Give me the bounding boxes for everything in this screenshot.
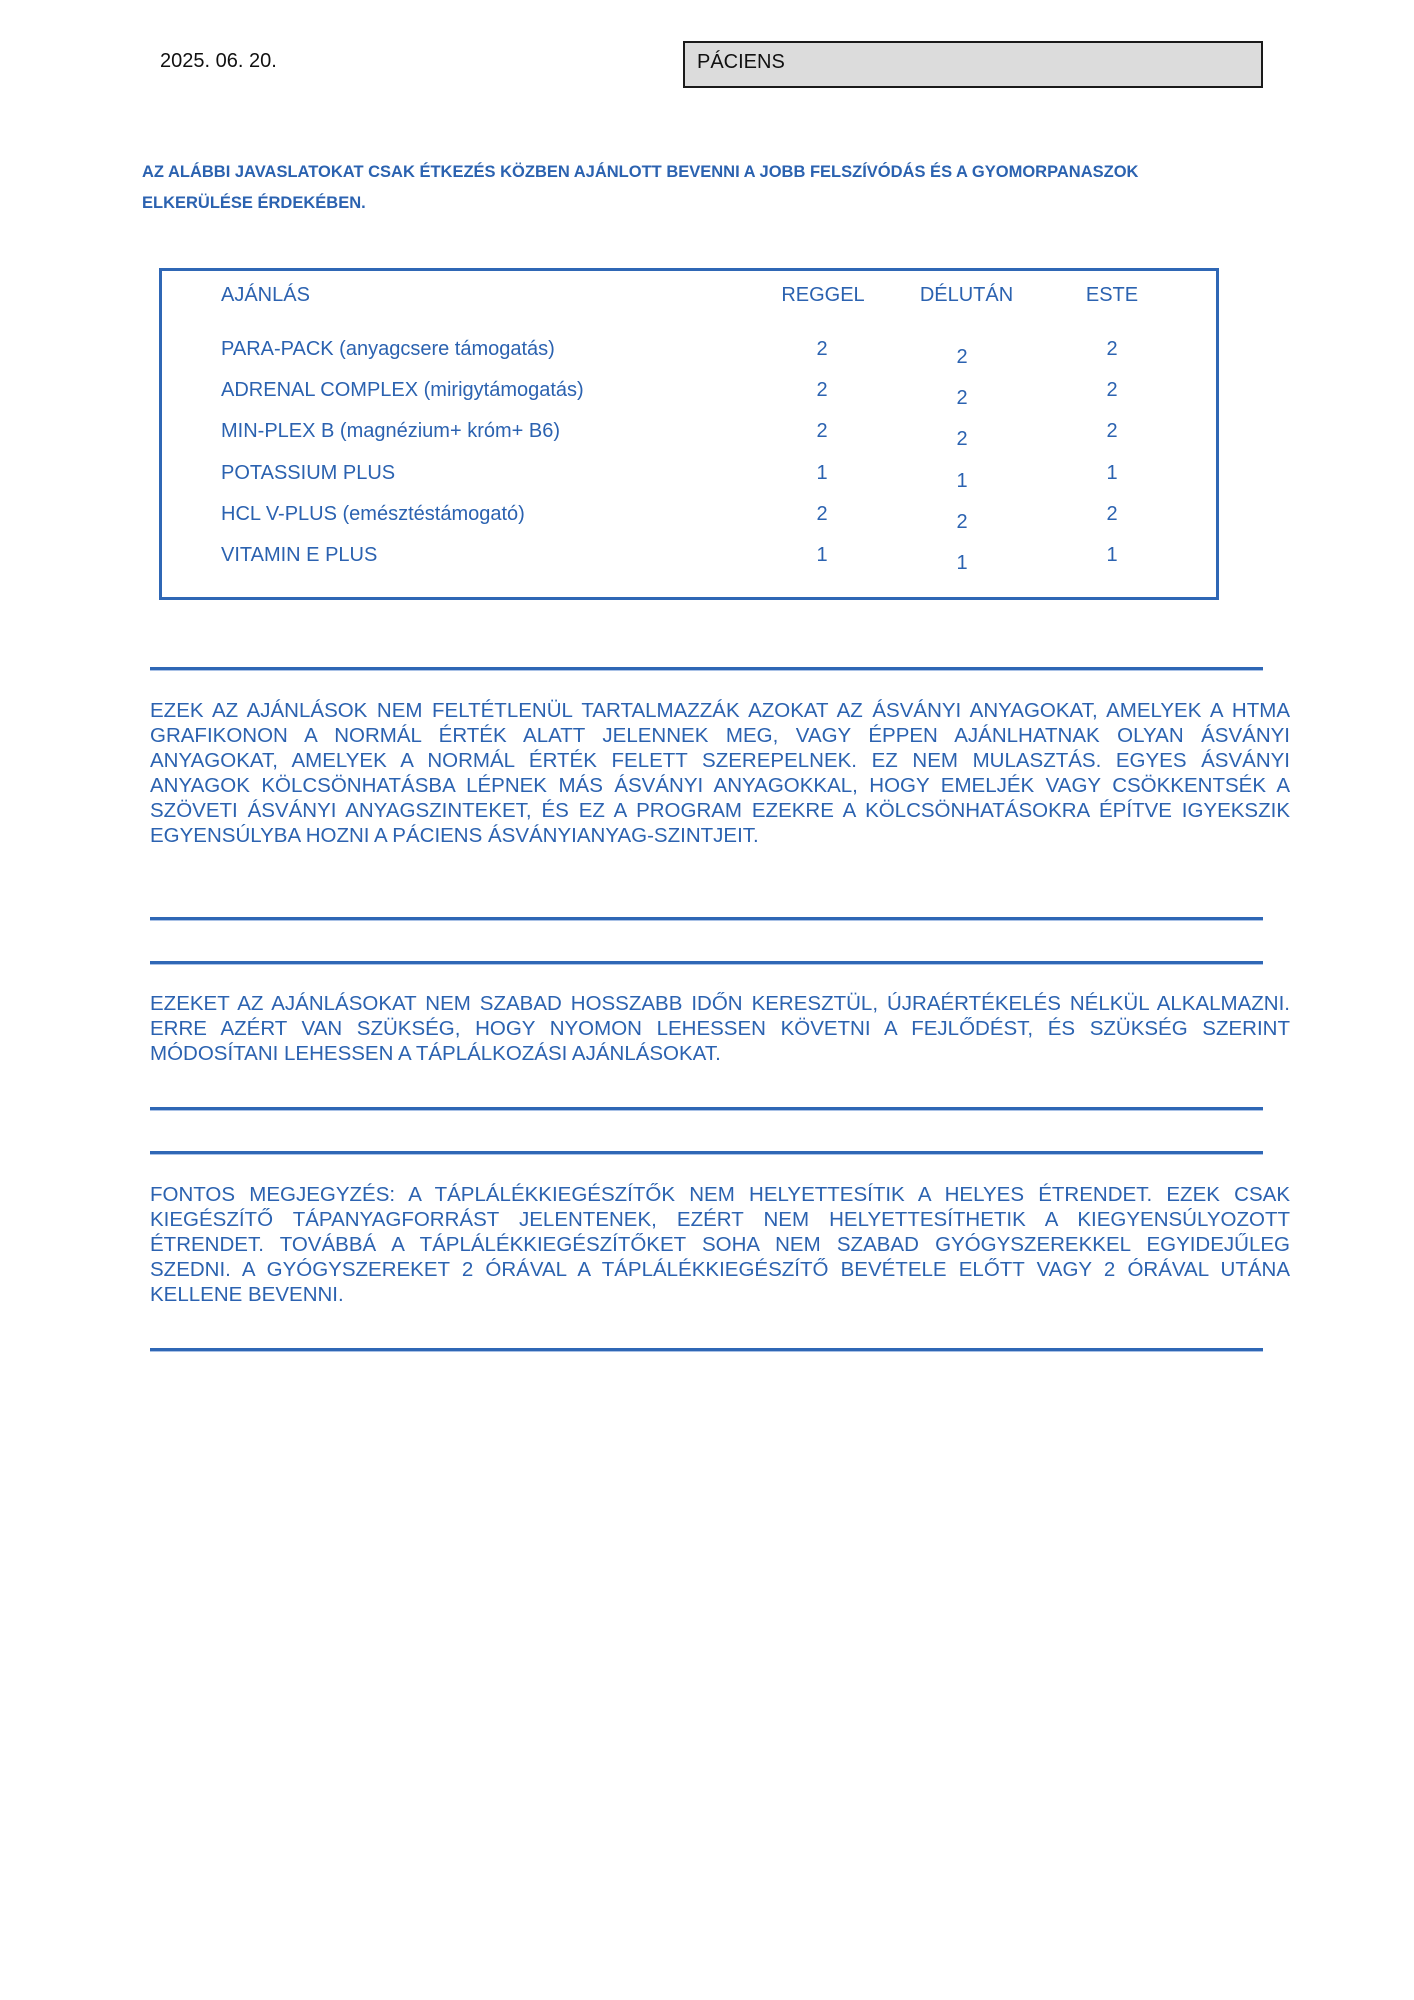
row-recommendation-name: HCL V-PLUS (emésztéstámogató) [221,503,525,525]
row-morning-dose: 1 [816,544,828,566]
row-recommendation-name: MIN-PLEX B (magnézium+ króm+ B6) [221,420,560,442]
row-recommendation-name: PARA-PACK (anyagcsere támogatás) [221,338,555,360]
intake-instruction-note: AZ ALÁBBI JAVASLATOKAT CSAK ÉTKEZÉS KÖZBEN AJÁNLOTT BEVENNI A JOBB FELSZÍVÓDÁS ÉS A GYOMORPANASZOK ELKERÜLÉSE ÉRDEKÉBEN. [142,163,1139,212]
divider-line [150,1348,1263,1351]
column-header-afternoon: DÉLUTÁN [919,284,1014,306]
row-morning-dose: 1 [816,462,828,484]
column-header-morning: REGGEL [781,284,865,306]
recommendation-table [159,268,1219,600]
row-recommendation-name: ADRENAL COMPLEX (mirigytámogatás) [221,379,584,401]
column-header-evening: ESTE [1085,284,1139,306]
row-evening-dose: 2 [1106,379,1118,401]
patient-label: PÁCIENS [697,51,785,73]
row-afternoon-dose: 2 [956,387,968,409]
row-recommendation-name: VITAMIN E PLUS [221,544,378,566]
row-afternoon-dose: 2 [956,346,968,368]
row-afternoon-dose: 1 [956,552,968,574]
row-morning-dose: 2 [816,338,828,360]
disclaimer-paragraph-minerals: EZEK AZ AJÁNLÁSOK NEM FELTÉTLENÜL TARTALMAZZÁK AZOKAT AZ ÁSVÁNYI ANYAGOKAT, AMELYEK A HTMA GRAFIKONON A NORMÁL ÉRTÉK ALATT JELENNEK MEG, VAGY ÉPPEN AJÁNLHATNAK OLYAN ÁSVÁNYI ANYAGOKAT, AMELYEK A NORMÁL ÉRTÉK FELETT SZEREPELNEK. EZ NEM MULASZTÁS. EGYES ÁSVÁNYI ANYAGOK KÖLCSÖNHATÁSBA LÉPNEK MÁS ÁSVÁNYI ANYAGOKKAL, HOGY EMELJÉK VAGY CSÖKKENTSÉK A SZÖVETI ÁSVÁNYI ANYAGSZINTEKET, ÉS EZ A PROGRAM EZEKRE A KÖLCSÖNHATÁSOKRA ÉPÍTVE IGYEKSZIK EGYENSÚLYBA HOZNI A PÁCIENS ÁSVÁNYIANYAG-SZINTJEIT. [150,699,1290,847]
row-morning-dose: 2 [816,379,828,401]
row-afternoon-dose: 1 [956,470,968,492]
row-morning-dose: 2 [816,420,828,442]
row-morning-dose: 2 [816,503,828,525]
row-evening-dose: 2 [1106,338,1118,360]
report-date: 2025. 06. 20. [160,50,277,72]
row-afternoon-dose: 2 [956,428,968,450]
divider-line [150,917,1263,920]
disclaimer-paragraph-reevaluation: EZEKET AZ AJÁNLÁSOKAT NEM SZABAD HOSSZABB IDŐN KERESZTÜL, ÚJRAÉRTÉKELÉS NÉLKÜL ALKALMAZNI. ERRE AZÉRT VAN SZÜKSÉG, HOGY NYOMON LEHESSEN KÖVETNI A FEJLŐDÉST, ÉS SZÜKSÉG SZERINT MÓDOSÍTANI LEHESSEN A TÁPLÁLKOZÁSI AJÁNLÁSOKAT. [150,992,1290,1065]
row-evening-dose: 1 [1106,462,1118,484]
patient-name-box [683,41,1263,88]
row-evening-dose: 1 [1106,544,1118,566]
divider-line [150,667,1263,670]
row-afternoon-dose: 2 [956,511,968,533]
row-evening-dose: 2 [1106,420,1118,442]
row-evening-dose: 2 [1106,503,1118,525]
divider-line [150,1107,1263,1110]
row-recommendation-name: POTASSIUM PLUS [221,462,396,484]
divider-line [150,1151,1263,1154]
important-note-paragraph: FONTOS MEGJEGYZÉS: A TÁPLÁLÉKKIEGÉSZÍTŐK NEM HELYETTESÍTIK A HELYES ÉTRENDET. EZEK CSAK KIEGÉSZÍTŐ TÁPANYAGFORRÁST JELENTENEK, EZÉRT NEM HELYETTESÍTHETIK A KIEGYENSÚLYOZOTT ÉTRENDET. TOVÁBBÁ A TÁPLÁLÉKKIEGÉSZÍTŐKET SOHA NEM SZABAD GYÓGYSZEREKKEL EGYIDEJŰLEG SZEDNI. A GYÓGYSZEREKET 2 ÓRÁVAL A TÁPLÁLÉKKIEGÉSZÍTŐ BEVÉTELE ELŐTT VAGY 2 ÓRÁVAL UTÁNA KELLENE BEVENNI. [150,1183,1290,1306]
column-header-recommendation: AJÁNLÁS [221,284,310,306]
divider-line [150,961,1263,964]
